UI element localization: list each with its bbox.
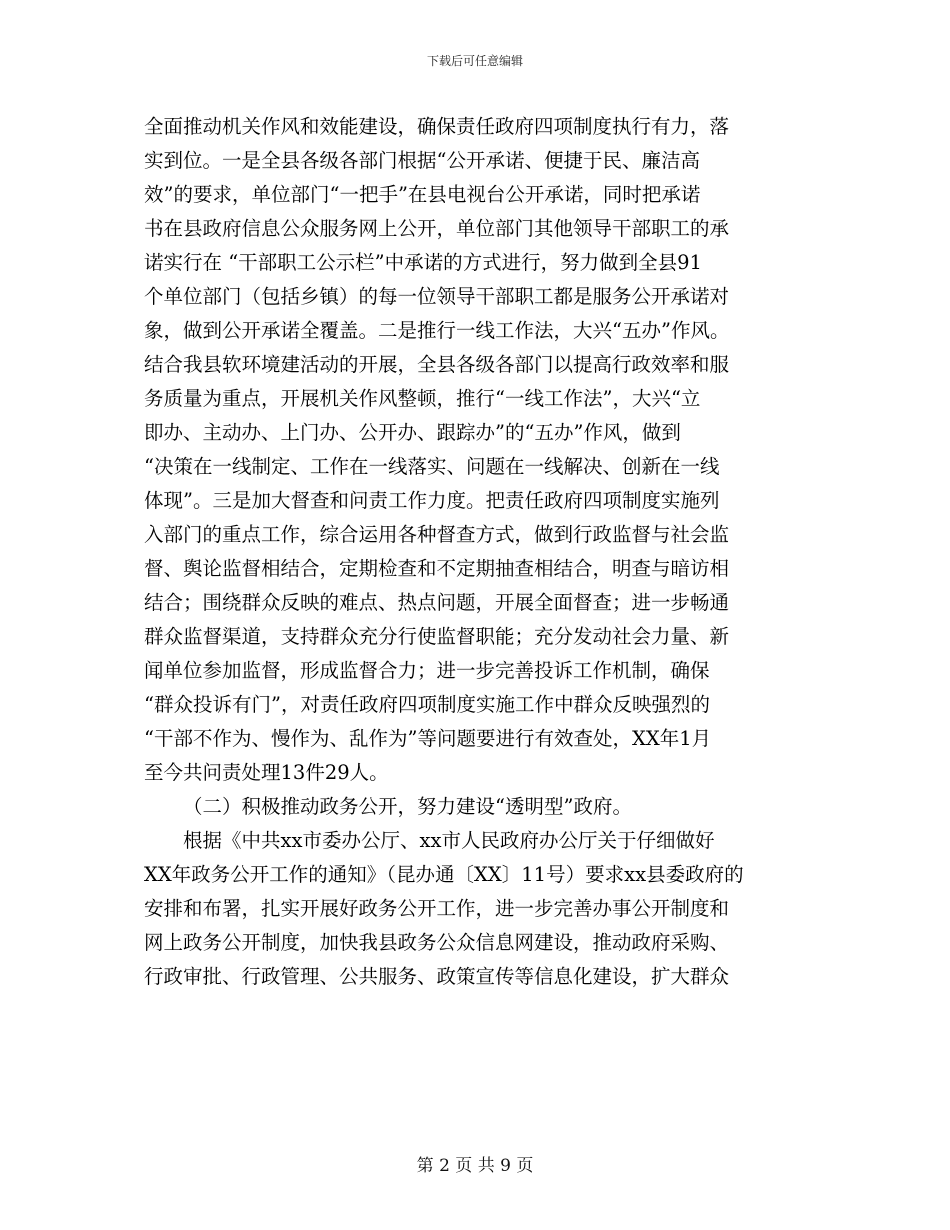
text-line: 体现”。三是加大督查和问责工作力度。把责任政府四项制度实施列 bbox=[144, 489, 720, 512]
text-line: “群众投诉有门”，对责任政府四项制度实施工作中群众反映强烈的 bbox=[144, 693, 710, 716]
page-header-note: 下载后可任意编辑 bbox=[426, 54, 523, 68]
text-line: 书在县政府信息公众服务网上公开，单位部门其他领导干部职工的承 bbox=[144, 217, 730, 240]
text-line: 诺实行在 “干部职工公示栏”中承诺的方式进行，努力做到全县91 bbox=[144, 251, 702, 274]
page-number: 第 2 页 共 9 页 bbox=[416, 1156, 534, 1176]
text-line: 网上政务公开制度，加快我县政务公众信息网建设，推动政府采购、 bbox=[144, 931, 730, 954]
text-line: 务质量为重点，开展机关作风整顿，推行“一线工作法”，大兴“立 bbox=[144, 387, 701, 410]
text-line: 个单位部门（包括乡镇）的每一位领导干部职工都是服务公开承诺对 bbox=[144, 285, 730, 308]
text-line: 至今共问责处理13件29人。 bbox=[144, 761, 389, 784]
text-line: 入部门的重点工作，综合运用各种督查方式，做到行政监督与社会监 bbox=[144, 523, 730, 546]
text-line: 实到位。一是全县各级各部门根据“公开承诺、便捷于民、廉洁高 bbox=[144, 149, 700, 172]
text-line: XX年政务公开工作的通知》（昆办通〔XX〕11号）要求xx县委政府的 bbox=[144, 863, 744, 886]
text-line: 全面推动机关作风和效能建设，确保责任政府四项制度执行有力，落 bbox=[144, 115, 730, 138]
paragraph-first-line: （二）积极推动政务公开，努力建设“透明型”政府。 bbox=[183, 795, 632, 818]
text-line: 即办、主动办、上门办、公开办、跟踪办”的“五办”作风，做到 bbox=[144, 421, 681, 444]
text-line: 督、舆论监督相结合，定期检查和不定期抽查相结合，明查与暗访相 bbox=[144, 557, 730, 580]
text-line: “干部不作为、慢作为、乱作为”等问题要进行有效查处，XX年1月 bbox=[144, 727, 712, 750]
text-line: 结合我县软环境建活动的开展，全县各级各部门以提高行政效率和服 bbox=[144, 353, 730, 376]
text-line: 行政审批、行政管理、公共服务、政策宣传等信息化建设，扩大群众 bbox=[144, 965, 730, 988]
text-line: 安排和布署，扎实开展好政务公开工作，进一步完善办事公开制度和 bbox=[144, 897, 730, 920]
text-line: 效”的要求，单位部门“一把手”在县电视台公开承诺，同时把承诺 bbox=[144, 183, 701, 206]
paragraph-first-line: 根据《中共xx市委办公厅、xx市人民政府办公厅关于仔细做好 bbox=[183, 829, 715, 852]
text-line: 群众监督渠道，支持群众充分行使监督职能；充分发动社会力量、新 bbox=[144, 625, 730, 648]
document-body bbox=[144, 110, 814, 994]
text-line: “决策在一线制定、工作在一线落实、问题在一线解决、创新在一线 bbox=[144, 455, 720, 478]
text-line: 象，做到公开承诺全覆盖。二是推行一线工作法，大兴“五办”作风。 bbox=[144, 319, 730, 342]
text-line: 结合；围绕群众反映的难点、热点问题，开展全面督查；进一步畅通 bbox=[144, 591, 730, 614]
text-line: 闻单位参加监督，形成监督合力；进一步完善投诉工作机制，确保 bbox=[144, 659, 710, 682]
